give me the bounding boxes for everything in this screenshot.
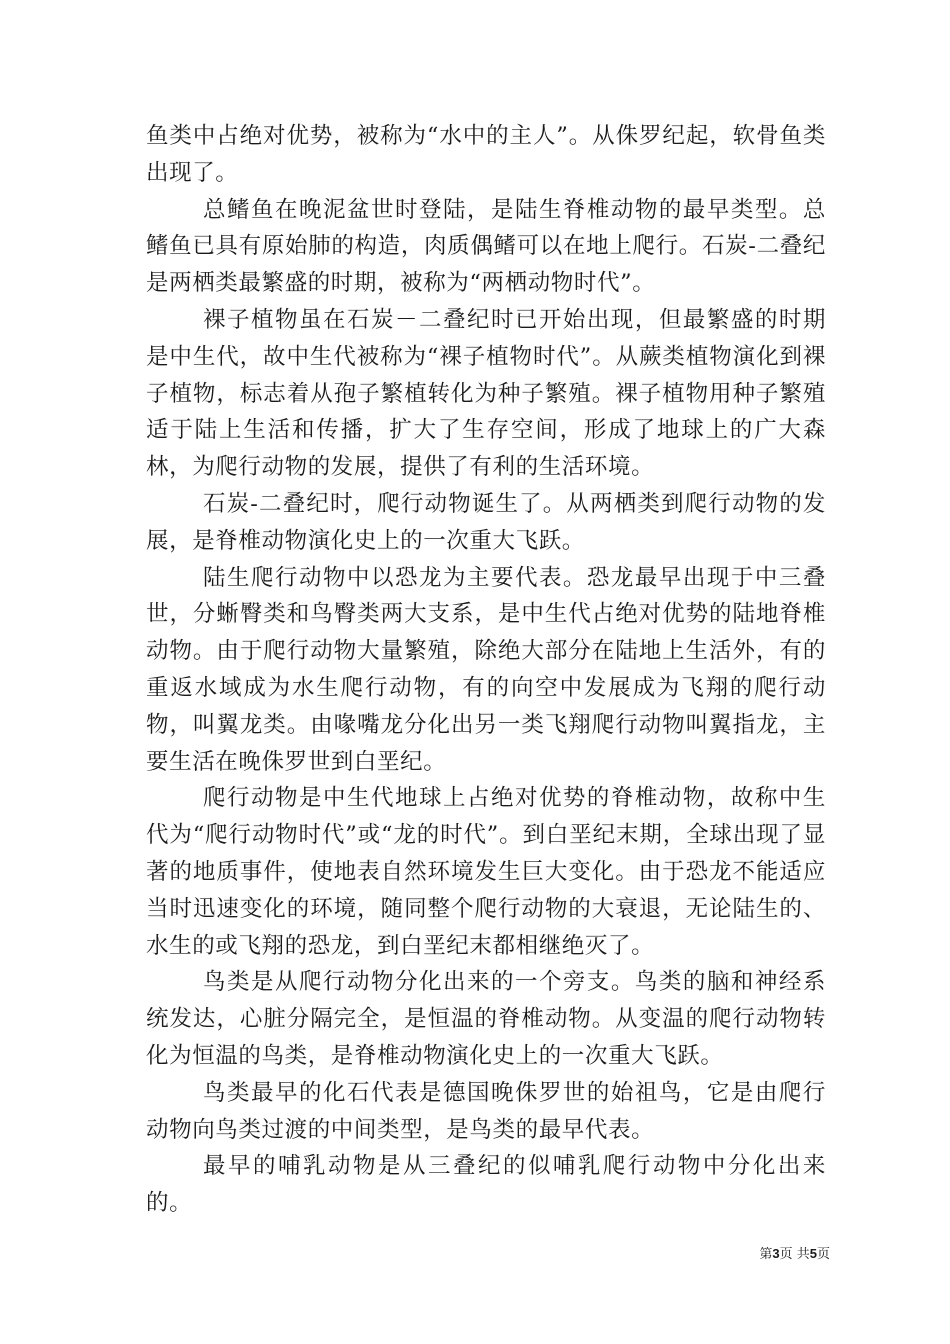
paragraph: 鱼类中占绝对优势，被称为“水中的主人”。从侏罗纪起，软骨鱼类出现了。 [146,123,826,186]
footer-middle: 页 共 [779,1247,810,1262]
total-pages-number: 5 [809,1246,817,1261]
paragraph: 鸟类是从爬行动物分化出来的一个旁支。鸟类的脑和神经系统发达，心脏分隔完全，是恒温的脊椎动物。从变温的爬行动物转化为恒温的鸟类，是脊椎动物演化史上的一次重大飞跃。 [146,969,826,1069]
paragraph: 陆生爬行动物中以恐龙为主要代表。恐龙最早出现于中三叠世，分蜥臀类和鸟臀类两大支系，是中生代占绝对优势的陆地脊椎动物。由于爬行动物大量繁殖，除绝大部分在陆地上生活外，有的重返水域成为水生爬行动物，有的向空中发展成为飞翔的爬行动物，叫翼龙类。由喙嘴龙分化出另一类飞翔爬行动物叫翼指龙，主要生活在晚侏罗世到白垩纪。 [146,564,826,775]
paragraph: 裸子植物虽在石炭－二叠纪时已开始出现，但最繁盛的时期是中生代，故中生代被称为“裸子植物时代”。从蕨类植物演化到裸子植物，标志着从孢子繁植转化为种子繁殖。裸子植物用种子繁殖适于陆上生活和传播，扩大了生存空间，形成了地球上的广大森林，为爬行动物的发展，提供了有利的生活环境。 [146,306,826,481]
footer-prefix: 第 [759,1247,773,1262]
paragraph: 最早的哺乳动物是从三叠纪的似哺乳爬行动物中分化出来的。 [146,1153,826,1217]
paragraph: 爬行动物是中生代地球上占绝对优势的脊椎动物，故称中生代为“爬行动物时代”或“龙的时代”。到白垩纪末期，全球出现了显著的地质事件，使地表自然环境发生巨大变化。由于恐龙不能适应当时迅速变化的环境，随同整个爬行动物的大衰退，无论陆生的、水生的或飞翔的恐龙，到白垩纪末都相继绝灭了。 [146,785,826,959]
page-footer [759,1246,830,1263]
paragraph: 石炭-二叠纪时，爬行动物诞生了。从两栖类到爬行动物的发展，是脊椎动物演化史上的一次重大飞跃。 [146,490,826,554]
paragraph: 鸟类最早的化石代表是德国晚侏罗世的始祖鸟，它是由爬行动物向鸟类过渡的中间类型，是鸟类的最早代表。 [146,1079,826,1143]
document-body [146,118,826,1222]
footer-suffix: 页 [816,1247,830,1262]
current-page-number: 3 [772,1246,780,1261]
paragraph: 总鳍鱼在晚泥盆世时登陆，是陆生脊椎动物的最早类型。总鳍鱼已具有原始肺的构造，肉质偶鳍可以在地上爬行。石炭-二叠纪是两栖类最繁盛的时期，被称为“两栖动物时代”。 [146,196,826,297]
